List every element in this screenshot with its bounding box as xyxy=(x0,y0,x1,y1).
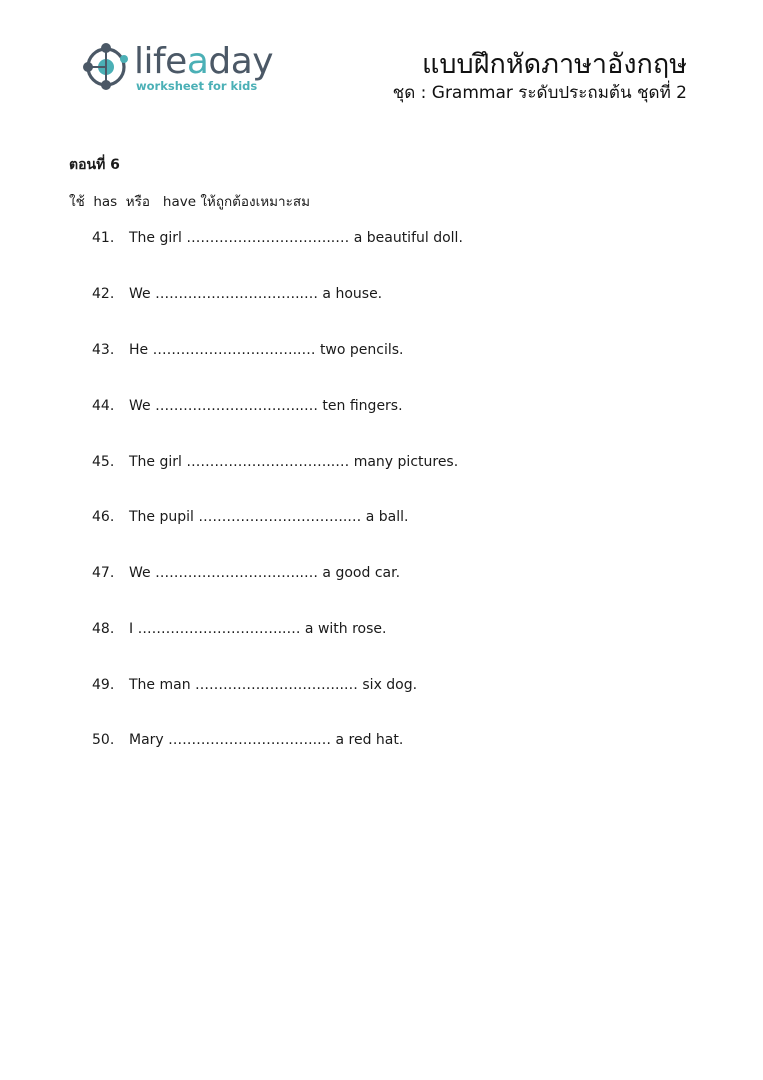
worksheet-subtitle: ชุด : Grammar ระดับประถมต้น ชุดที่ 2 xyxy=(392,83,687,103)
question-text: We …………………………..… ten fingers. xyxy=(129,398,403,414)
question-item xyxy=(92,284,382,304)
question-item xyxy=(92,563,400,583)
question-number: 50. xyxy=(92,732,115,748)
question-number: 48. xyxy=(92,621,115,637)
logo-tagline: worksheet for kids xyxy=(136,79,258,93)
logo-wordmark: lifeaday xyxy=(134,41,274,82)
question-text: I …………………………..… a with rose. xyxy=(129,621,387,637)
question-number: 43. xyxy=(92,342,115,358)
question-text: He …………………………..… two pencils. xyxy=(129,342,404,358)
question-item xyxy=(92,228,463,248)
question-text: The man …………………………..… six dog. xyxy=(129,677,418,693)
question-number: 41. xyxy=(92,230,115,246)
question-number: 42. xyxy=(92,286,115,302)
question-number: 44. xyxy=(92,398,115,414)
network-nodes-icon xyxy=(82,40,132,90)
question-item xyxy=(92,340,404,360)
section-instruction: ใช้ has หรือ have ให้ถูกต้องเหมาะสม xyxy=(69,194,311,210)
question-number: 49. xyxy=(92,677,115,693)
question-text: We …………………………..… a good car. xyxy=(129,565,401,581)
question-number: 46. xyxy=(92,509,115,525)
lifeaday-logo xyxy=(82,38,282,98)
question-text: Mary …………………………..… a red hat. xyxy=(129,732,404,748)
question-number: 47. xyxy=(92,565,115,581)
question-text: We …………………………..… a house. xyxy=(129,286,383,302)
question-item xyxy=(92,675,417,695)
question-text: The girl …………………………..… a beautiful doll. xyxy=(129,230,463,246)
question-item xyxy=(92,452,458,472)
question-text: The pupil …………………………..… a ball. xyxy=(129,509,409,525)
question-item xyxy=(92,619,386,639)
section-title: ตอนที่ 6 xyxy=(69,157,120,173)
question-item xyxy=(92,507,408,527)
question-item xyxy=(92,396,403,416)
question-number: 45. xyxy=(92,454,115,470)
worksheet-title: แบบฝึกหัดภาษาอังกฤษ xyxy=(422,49,687,80)
question-item xyxy=(92,730,403,750)
question-text: The girl …………………………..… many pictures. xyxy=(129,454,459,470)
